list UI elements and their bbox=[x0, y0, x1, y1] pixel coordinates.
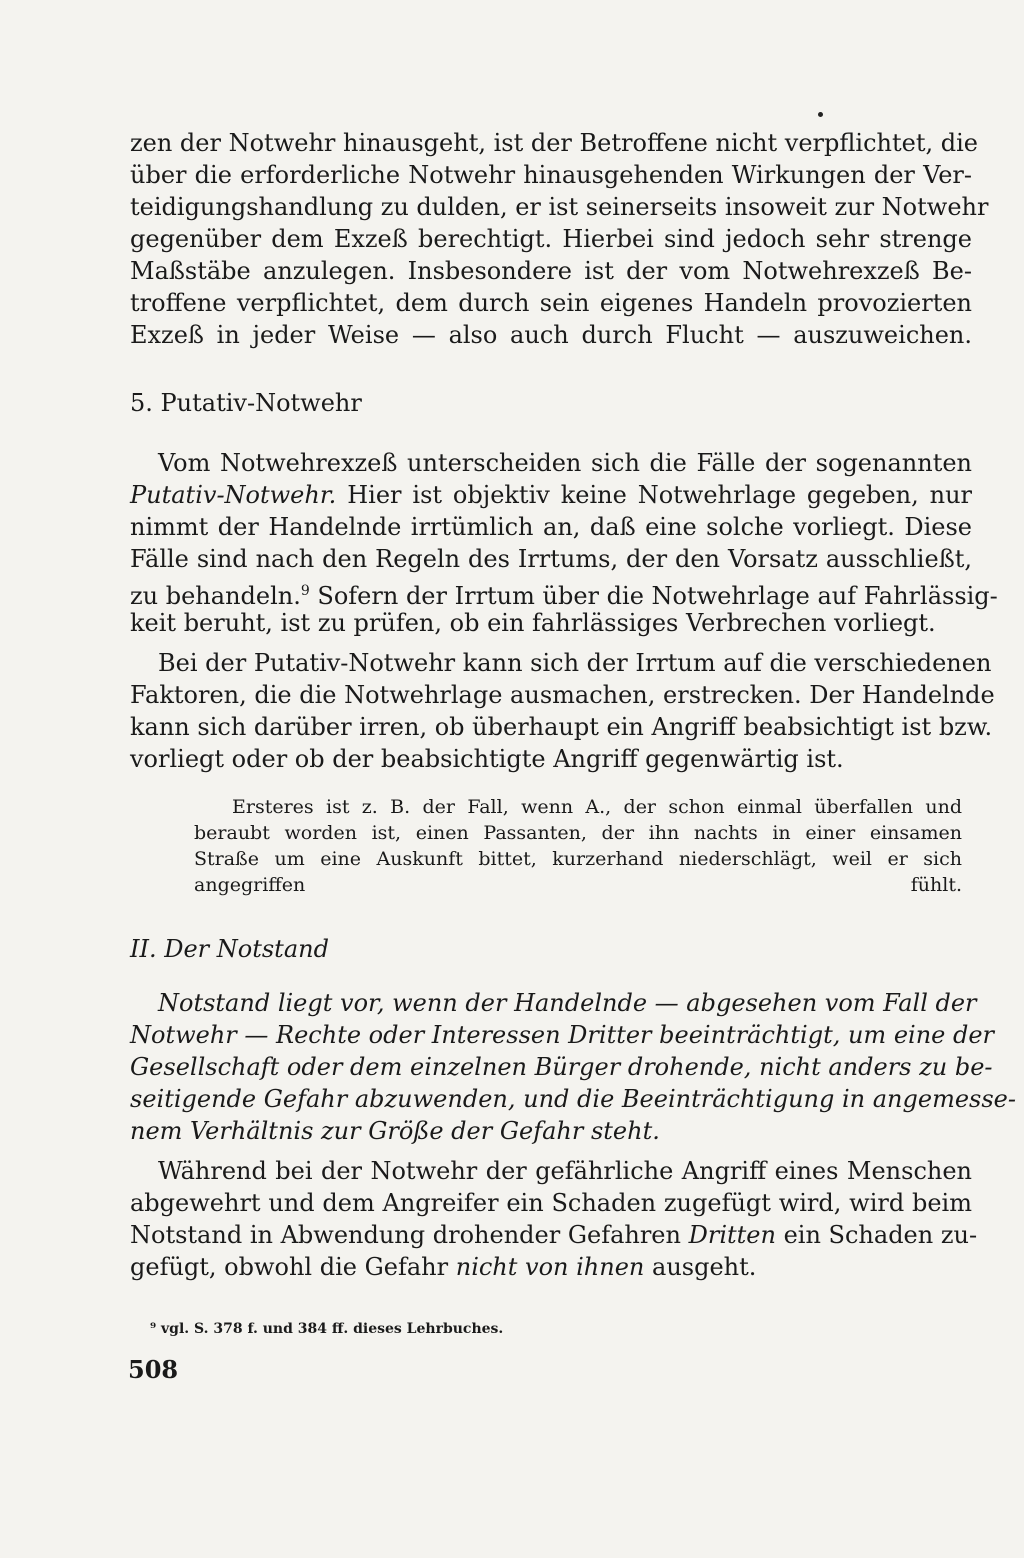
text-line: Notstand liegt vor, wenn der Handelnde — abgesehen vom Fall der bbox=[158, 989, 977, 1017]
text-line: über die erforderliche Notwehr hinausgehenden Wirkungen der Ver- bbox=[130, 161, 972, 189]
text-line: Vom Notwehrexzeß unterscheiden sich die Fälle der sogenannten bbox=[158, 449, 972, 477]
footnote-reference: 9 bbox=[300, 583, 310, 599]
footnote-text: vgl. S. 378 f. und 384 ff. dieses Lehrbuches. bbox=[156, 1321, 504, 1337]
text-line: keit beruht, ist zu prüfen, ob ein fahrlässiges Verbrechen vorliegt. bbox=[130, 609, 936, 637]
section-heading-putativ-notwehr: 5. Putativ-Notwehr bbox=[130, 389, 362, 417]
text-line: nem Verhältnis zur Größe der Gefahr steht. bbox=[130, 1117, 660, 1145]
text-line: Bei der Putativ-Notwehr kann sich der Irrtum auf die verschiedenen bbox=[158, 649, 992, 677]
ink-speck bbox=[818, 112, 823, 117]
italic-term: nicht von ihnen bbox=[455, 1253, 645, 1281]
text-line: nimmt der Handelnde irrtümlich an, daß eine solche vorliegt. Diese bbox=[130, 513, 972, 541]
text-line: Fälle sind nach den Regeln des Irrtums, der den Vorsatz ausschließt, bbox=[130, 545, 972, 573]
text-span: Hier ist objektiv keine Notwehrlage gegeben, nur bbox=[336, 481, 972, 509]
text-span: ein Schaden zu- bbox=[775, 1221, 978, 1249]
text-line bbox=[130, 480, 972, 510]
text-span: Notstand in Abwendung drohender Gefahren bbox=[130, 1221, 689, 1249]
text-span: zu behandeln. bbox=[130, 582, 301, 610]
text-line: zen der Notwehr hinausgeht, ist der Betroffene nicht verpflichtet, die bbox=[130, 129, 978, 157]
text-span: gefügt, obwohl die Gefahr bbox=[130, 1253, 456, 1281]
text-line: Straße um eine Auskunft bittet, kurzerhand niederschlägt, weil er sich bbox=[194, 848, 962, 870]
text-line: Faktoren, die die Notwehrlage ausmachen, erstrecken. Der Handelnde bbox=[130, 681, 995, 709]
text-line: Gesellschaft oder dem einzelnen Bürger drohende, nicht anders zu be- bbox=[130, 1053, 993, 1081]
text-line: Ersteres ist z. B. der Fall, wenn A., der schon einmal überfallen und bbox=[232, 796, 962, 818]
text-line: kann sich darüber irren, ob überhaupt ein Angriff beabsichtigt ist bzw. bbox=[130, 713, 993, 741]
text-line: Maßstäbe anzulegen. Insbesondere ist der vom Notwehrexzeß Be- bbox=[130, 257, 972, 285]
footnote bbox=[150, 1314, 503, 1344]
text-line: Während bei der Notwehr der gefährliche Angriff eines Menschen bbox=[158, 1157, 972, 1185]
text-line: beraubt worden ist, einen Passanten, der ihn nachts in einer einsamen bbox=[194, 822, 962, 844]
text-line: angegriffen fühlt. bbox=[194, 874, 962, 896]
text-line bbox=[130, 576, 998, 611]
text-line: vorliegt oder ob der beabsichtigte Angriff gegenwärtig ist. bbox=[130, 745, 844, 773]
text-line bbox=[130, 1252, 972, 1282]
text-line: Notwehr — Rechte oder Interessen Dritter beeinträchtigt, um eine der bbox=[130, 1021, 995, 1049]
text-line: seitigende Gefahr abzuwenden, und die Beeinträchtigung in angemesse- bbox=[130, 1085, 1016, 1113]
footnote-marker: ⁹ bbox=[150, 1321, 157, 1337]
italic-term: Dritten bbox=[688, 1221, 776, 1249]
text-span: Sofern der Irrtum über die Notwehrlage auf Fahrlässig- bbox=[309, 582, 998, 610]
text-span: ausgeht. bbox=[644, 1253, 757, 1281]
text-line bbox=[130, 1220, 978, 1250]
text-line: abgewehrt und dem Angreifer ein Schaden zugefügt wird, wird beim bbox=[130, 1189, 972, 1217]
page-number: 508 bbox=[128, 1355, 179, 1384]
text-line: Exzeß in jeder Weise — also auch durch Flucht — auszuweichen. bbox=[130, 321, 972, 349]
text-line: gegenüber dem Exzeß berechtigt. Hierbei sind jedoch sehr strenge bbox=[130, 225, 972, 253]
section-heading-notstand: II. Der Notstand bbox=[130, 935, 329, 963]
italic-term: Putativ-Notwehr. bbox=[130, 481, 337, 509]
text-line: troffene verpflichtet, dem durch sein eigenes Handeln provozierten bbox=[130, 289, 972, 317]
text-line: teidigungshandlung zu dulden, er ist seinerseits insoweit zur Notwehr bbox=[130, 193, 989, 221]
